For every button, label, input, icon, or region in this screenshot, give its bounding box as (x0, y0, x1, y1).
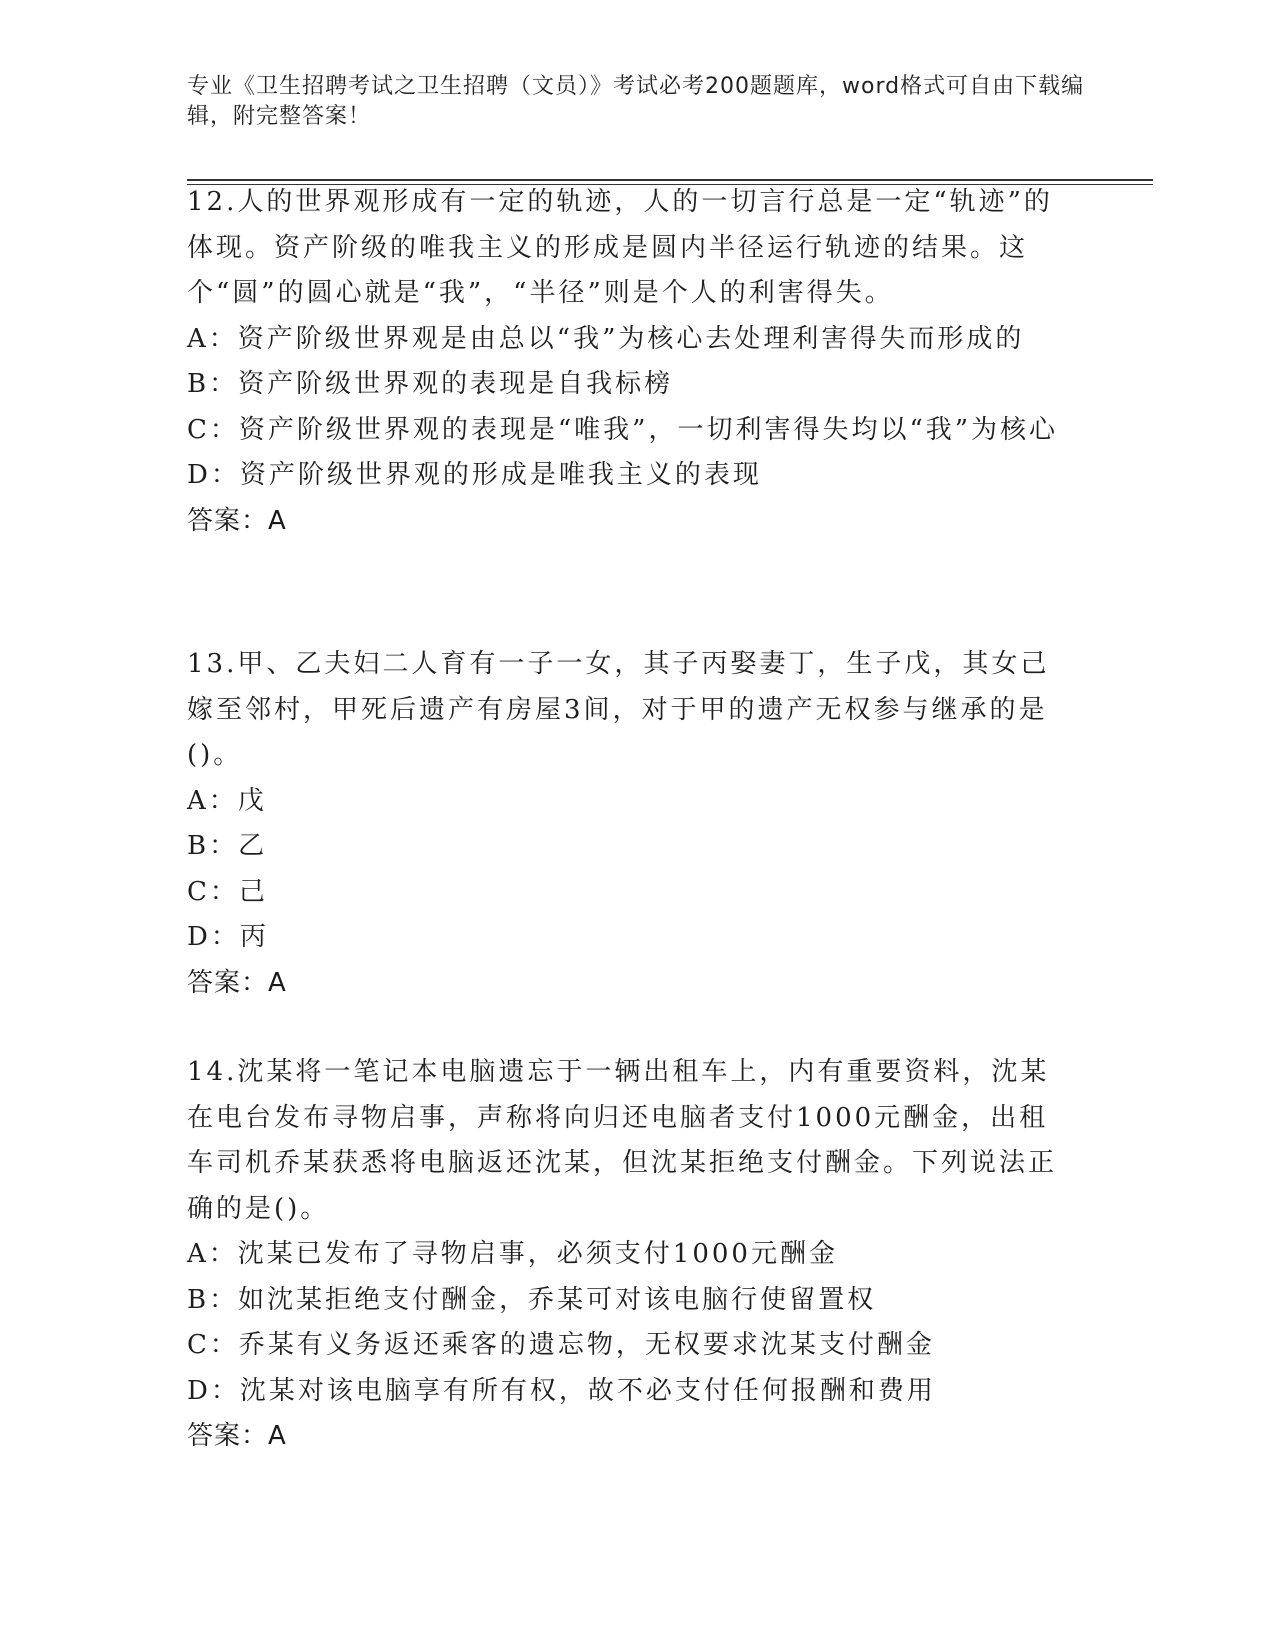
option-d: D：资产阶级世界观的形成是唯我主义的表现 (187, 460, 762, 490)
option-a: A：沈某已发布了寻物启事，必须支付1000元酬金 (187, 1239, 838, 1269)
option-d: D：沈某对该电脑享有所有权，故不必支付任何报酬和费用 (187, 1375, 936, 1406)
question-13 (187, 642, 1077, 1006)
option-a: A：戊 (187, 785, 267, 816)
answer: 答案：A (187, 967, 287, 998)
option-b: B：资产阶级世界观的表现是自我标榜 (187, 369, 674, 399)
option-c: C：资产阶级世界观的表现是“唯我”，一切利害得失均以“我”为核心 (187, 414, 1059, 445)
question-14 (187, 1050, 1077, 1460)
option-b: B：如沈某拒绝支付酬金，乔某可对该电脑行使留置权 (187, 1284, 877, 1315)
question-stem: 12.人的世界观形成有一定的轨迹，人的一切言行总是一定“轨迹”的体现。资产阶级的唯我主义的形成是圆内半径运行轨迹的结果。这个“圆”的圆心就是“我”，“半径”则是个人的利害得失。 (187, 187, 1053, 308)
option-d: D：丙 (187, 922, 269, 952)
option-a: A：资产阶级世界观是由总以“我”为核心去处理利害得失而形成的 (187, 323, 1025, 354)
document-header: 专业《卫生招聘考试之卫生招聘（文员）》考试必考200题题库，word格式可自由下载编辑，附完整答案！ (187, 74, 1085, 129)
answer: 答案：A (187, 1421, 287, 1451)
option-b: B：乙 (187, 831, 268, 861)
option-c: C：己 (187, 876, 268, 907)
answer: 答案：A (187, 505, 287, 536)
question-12 (187, 180, 1077, 544)
option-c: C：乔某有义务返还乘客的遗忘物，无权要求沈某支付酬金 (187, 1330, 935, 1360)
question-stem: 14.沈某将一笔记本电脑遗忘于一辆出租车上，内有重要资料，沈某在电台发布寻物启事，声称将向归还电脑者支付1000元酬金，出租车司机乔某获悉将电脑返还沈某，但沈某拒绝支付酬金。下列说法正确的是()。 (187, 1057, 1058, 1224)
question-stem: 13.甲、乙夫妇二人育有一子一女，其子丙娶妻丁，生子戊，其女己嫁至邻村，甲死后遗产有房屋3间，对于甲的遗产无权参与继承的是()。 (187, 649, 1050, 770)
